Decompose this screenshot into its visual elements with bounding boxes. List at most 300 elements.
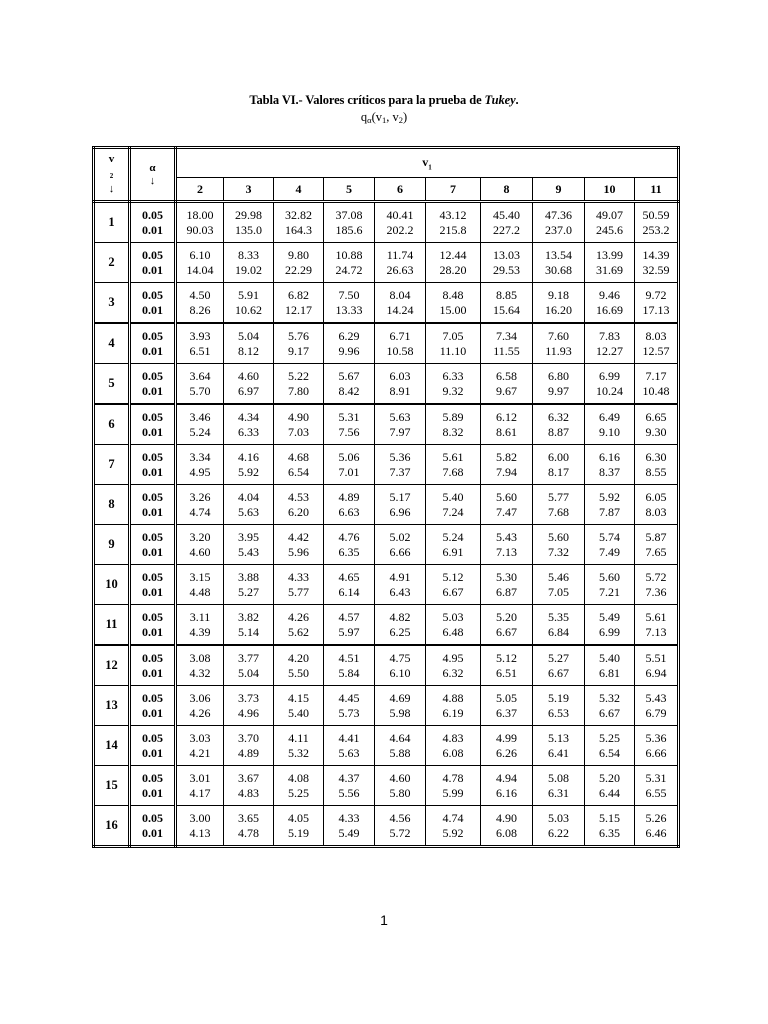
critical-value-cell	[176, 323, 224, 364]
critical-value-cell	[481, 565, 533, 605]
q-005: 5.12	[496, 650, 517, 665]
v2-value: 1	[94, 202, 130, 243]
q-001: 253.2	[642, 222, 670, 237]
q-005: 14.39	[642, 247, 670, 262]
q-001: 8.91	[389, 383, 411, 398]
q-001: 6.16	[496, 785, 517, 800]
q-001: 24.72	[335, 262, 363, 277]
q-005: 4.57	[338, 609, 360, 624]
column-header-v1: 4	[274, 178, 324, 202]
q-001: 9.67	[496, 383, 517, 398]
critical-value-cell	[533, 686, 585, 726]
critical-value-cell	[324, 202, 375, 243]
q-001: 14.24	[386, 302, 414, 317]
critical-value-cell	[274, 565, 324, 605]
q-005: 3.95	[238, 529, 259, 544]
q-005: 6.71	[389, 328, 411, 343]
q-005: 3.82	[238, 609, 259, 624]
q-001: 8.61	[496, 424, 517, 439]
q-001: 8.32	[442, 424, 464, 439]
critical-value-cell	[481, 283, 533, 324]
critical-value-cell	[176, 565, 224, 605]
critical-value-cell	[224, 686, 274, 726]
q-001: 5.49	[338, 825, 360, 840]
q-005: 6.33	[442, 368, 464, 383]
critical-value-cell	[585, 283, 635, 324]
alpha-001: 0.01	[142, 705, 163, 720]
critical-value-cell	[533, 243, 585, 283]
critical-value-cell	[176, 243, 224, 283]
q-001: 6.48	[442, 624, 464, 639]
table-row	[94, 726, 679, 766]
critical-value-cell	[635, 605, 679, 646]
q-001: 4.48	[189, 584, 211, 599]
q-005: 5.61	[645, 609, 667, 624]
q-005: 3.11	[189, 609, 211, 624]
q-005: 5.31	[645, 770, 667, 785]
q-005: 5.36	[645, 730, 667, 745]
alpha-header	[130, 148, 176, 202]
critical-value-cell	[375, 202, 426, 243]
subtitle-close: )	[402, 110, 408, 124]
v2-value: 10	[94, 565, 130, 605]
q-005: 6.10	[189, 247, 211, 262]
critical-value-cell	[426, 243, 481, 283]
q-005: 5.60	[548, 529, 569, 544]
column-header-v1: 3	[224, 178, 274, 202]
q-005: 4.89	[338, 489, 360, 504]
critical-value-cell	[481, 726, 533, 766]
q-005: 18.00	[186, 207, 214, 222]
q-001: 4.39	[189, 624, 211, 639]
q-005: 5.27	[548, 650, 569, 665]
column-header-v1: 2	[176, 178, 224, 202]
q-005: 5.25	[599, 730, 620, 745]
q-005: 43.12	[439, 207, 467, 222]
q-005: 3.65	[238, 810, 259, 825]
q-005: 5.46	[548, 569, 569, 584]
critical-value-cell	[533, 806, 585, 847]
table-row	[94, 766, 679, 806]
critical-value-cell	[176, 283, 224, 324]
critical-value-cell	[481, 645, 533, 686]
q-005: 3.01	[189, 770, 211, 785]
v2-value: 16	[94, 806, 130, 847]
critical-value-cell	[481, 243, 533, 283]
q-005: 4.90	[496, 810, 517, 825]
table-row	[94, 445, 679, 485]
alpha-values	[130, 605, 176, 646]
critical-value-cell	[426, 364, 481, 405]
column-header-v1: 6	[375, 178, 426, 202]
q-005: 5.77	[548, 489, 569, 504]
q-001: 30.68	[545, 262, 572, 277]
q-005: 13.99	[596, 247, 623, 262]
alpha-005: 0.05	[142, 770, 163, 785]
table-row	[94, 323, 679, 364]
critical-value-cell	[585, 686, 635, 726]
q-005: 5.20	[599, 770, 620, 785]
q-001: 5.73	[338, 705, 360, 720]
critical-value-cell	[274, 766, 324, 806]
q-001: 6.87	[496, 584, 517, 599]
q-001: 7.03	[288, 424, 309, 439]
critical-value-cell	[585, 364, 635, 405]
q-001: 9.17	[288, 343, 309, 358]
q-005: 4.20	[288, 650, 309, 665]
q-005: 5.03	[442, 609, 464, 624]
q-005: 6.05	[645, 489, 667, 504]
alpha-001: 0.01	[142, 222, 163, 237]
q-001: 6.35	[338, 544, 360, 559]
alpha-001: 0.01	[142, 504, 163, 519]
q-001: 5.96	[288, 544, 309, 559]
q-001: 10.24	[596, 383, 623, 398]
critical-value-cell	[481, 485, 533, 525]
critical-value-cell	[274, 445, 324, 485]
critical-value-cell	[533, 645, 585, 686]
critical-value-cell	[224, 525, 274, 565]
q-001: 10.62	[235, 302, 262, 317]
q-005: 5.87	[645, 529, 667, 544]
q-005: 8.03	[645, 328, 667, 343]
q-005: 5.32	[599, 690, 620, 705]
critical-value-cell	[585, 726, 635, 766]
critical-value-cell	[585, 806, 635, 847]
v2-value: 7	[94, 445, 130, 485]
critical-value-cell	[274, 404, 324, 445]
v2-value: 14	[94, 726, 130, 766]
q-005: 6.12	[496, 409, 517, 424]
q-001: 12.27	[596, 343, 623, 358]
critical-value-cell	[375, 605, 426, 646]
critical-value-cell	[224, 445, 274, 485]
q-005: 3.03	[189, 730, 211, 745]
critical-value-cell	[375, 726, 426, 766]
q-001: 5.40	[288, 705, 309, 720]
critical-value-cell	[176, 766, 224, 806]
q-005: 5.03	[548, 810, 569, 825]
critical-value-cell	[585, 605, 635, 646]
table-row	[94, 283, 679, 324]
q-001: 4.78	[238, 825, 259, 840]
critical-value-cell	[375, 364, 426, 405]
q-005: 3.70	[238, 730, 259, 745]
critical-value-cell	[481, 364, 533, 405]
critical-value-cell	[224, 485, 274, 525]
q-001: 6.37	[496, 705, 517, 720]
q-001: 5.70	[189, 383, 211, 398]
critical-value-cell	[324, 645, 375, 686]
critical-value-cell	[176, 525, 224, 565]
q-005: 4.41	[338, 730, 360, 745]
q-001: 31.69	[596, 262, 623, 277]
column-header-v1: 9	[533, 178, 585, 202]
q-005: 45.40	[493, 207, 520, 222]
alpha-001: 0.01	[142, 424, 163, 439]
q-001: 19.02	[235, 262, 262, 277]
q-005: 5.43	[645, 690, 667, 705]
critical-value-cell	[176, 645, 224, 686]
critical-value-cell	[375, 485, 426, 525]
critical-value-cell	[533, 202, 585, 243]
q-005: 6.29	[338, 328, 360, 343]
q-001: 9.97	[548, 383, 569, 398]
q-001: 6.67	[496, 624, 517, 639]
q-001: 90.03	[186, 222, 214, 237]
q-005: 5.82	[496, 449, 517, 464]
alpha-005: 0.05	[142, 368, 163, 383]
q-005: 4.33	[338, 810, 360, 825]
q-001: 5.19	[288, 825, 309, 840]
q-005: 5.26	[645, 810, 667, 825]
q-001: 4.32	[189, 665, 211, 680]
critical-value-cell	[533, 485, 585, 525]
critical-value-cell	[426, 323, 481, 364]
q-005: 5.92	[599, 489, 620, 504]
q-005: 5.22	[288, 368, 309, 383]
alpha-values	[130, 404, 176, 445]
alpha-005: 0.05	[142, 449, 163, 464]
critical-value-cell	[274, 364, 324, 405]
q-001: 12.17	[285, 302, 312, 317]
title-italic-text: Tukey	[484, 93, 516, 107]
critical-value-cell	[375, 565, 426, 605]
critical-value-cell	[274, 806, 324, 847]
q-001: 11.93	[545, 343, 572, 358]
q-005: 6.80	[548, 368, 569, 383]
q-005: 5.61	[442, 449, 464, 464]
critical-value-cell	[224, 202, 274, 243]
critical-value-cell	[274, 243, 324, 283]
v2-value: 11	[94, 605, 130, 646]
alpha-005: 0.05	[142, 328, 163, 343]
critical-value-cell	[426, 565, 481, 605]
q-001: 14.04	[186, 262, 214, 277]
critical-value-cell	[426, 525, 481, 565]
column-header-v1: 5	[324, 178, 375, 202]
q-001: 11.55	[493, 343, 520, 358]
q-001: 6.44	[599, 785, 620, 800]
alpha-values	[130, 445, 176, 485]
subtitle-alpha: α	[367, 115, 372, 125]
q-005: 11.74	[386, 247, 414, 262]
table-title	[0, 93, 768, 108]
q-001: 7.56	[338, 424, 360, 439]
alpha-001: 0.01	[142, 745, 163, 760]
q-005: 6.58	[496, 368, 517, 383]
q-001: 32.59	[642, 262, 670, 277]
q-001: 4.74	[189, 504, 211, 519]
alpha-001: 0.01	[142, 825, 163, 840]
q-001: 135.0	[235, 222, 262, 237]
q-001: 5.77	[288, 584, 309, 599]
alpha-001: 0.01	[142, 785, 163, 800]
v2-arrow-icon: ↓	[108, 183, 115, 196]
critical-value-cell	[481, 806, 533, 847]
v1-label: v	[422, 154, 429, 169]
q-001: 9.32	[442, 383, 464, 398]
critical-value-cell	[176, 605, 224, 646]
q-005: 5.20	[496, 609, 517, 624]
v2-sub: 2	[109, 172, 114, 181]
table-row	[94, 243, 679, 283]
q-001: 5.43	[238, 544, 259, 559]
critical-value-cell	[585, 766, 635, 806]
alpha-values	[130, 766, 176, 806]
q-001: 6.94	[645, 665, 667, 680]
alpha-values	[130, 686, 176, 726]
critical-value-cell	[224, 283, 274, 324]
q-001: 6.66	[389, 544, 411, 559]
tukey-critical-values-table	[92, 146, 680, 848]
alpha-values	[130, 323, 176, 364]
q-005: 8.33	[238, 247, 259, 262]
critical-value-cell	[224, 726, 274, 766]
critical-value-cell	[426, 445, 481, 485]
alpha-001: 0.01	[142, 665, 163, 680]
critical-value-cell	[274, 726, 324, 766]
alpha-001: 0.01	[142, 302, 163, 317]
subtitle-sub-2: 2	[398, 115, 403, 125]
title-end: .	[515, 93, 519, 107]
critical-value-cell	[176, 726, 224, 766]
q-005: 4.90	[288, 409, 309, 424]
critical-value-cell	[635, 565, 679, 605]
critical-value-cell	[224, 243, 274, 283]
q-005: 3.08	[189, 650, 211, 665]
v2-value: 5	[94, 364, 130, 405]
critical-value-cell	[533, 283, 585, 324]
q-005: 5.02	[389, 529, 411, 544]
q-005: 4.94	[496, 770, 517, 785]
critical-value-cell	[426, 806, 481, 847]
critical-value-cell	[481, 445, 533, 485]
q-001: 5.04	[238, 665, 259, 680]
q-005: 47.36	[545, 207, 572, 222]
q-001: 5.92	[442, 825, 464, 840]
q-005: 5.31	[338, 409, 360, 424]
q-001: 5.84	[338, 665, 360, 680]
critical-value-cell	[324, 404, 375, 445]
q-001: 4.26	[189, 705, 211, 720]
subtitle-sub-1: 1	[381, 115, 387, 125]
q-001: 5.63	[238, 504, 259, 519]
v2-value: 2	[94, 243, 130, 283]
q-005: 3.00	[189, 810, 211, 825]
q-005: 3.64	[189, 368, 211, 383]
critical-value-cell	[375, 445, 426, 485]
q-001: 8.17	[548, 464, 569, 479]
q-005: 5.05	[496, 690, 517, 705]
alpha-001: 0.01	[142, 544, 163, 559]
q-001: 6.97	[238, 383, 259, 398]
critical-value-cell	[324, 605, 375, 646]
q-001: 5.98	[389, 705, 411, 720]
q-001: 4.60	[189, 544, 211, 559]
q-001: 5.72	[389, 825, 411, 840]
q-005: 5.91	[238, 287, 259, 302]
critical-value-cell	[324, 806, 375, 847]
v2-header	[94, 148, 130, 202]
column-header-v1: 11	[635, 178, 679, 202]
q-001: 6.55	[645, 785, 667, 800]
alpha-values	[130, 565, 176, 605]
q-005: 5.06	[338, 449, 360, 464]
critical-value-cell	[426, 605, 481, 646]
q-001: 7.13	[496, 544, 517, 559]
v2-value: 3	[94, 283, 130, 324]
alpha-values	[130, 283, 176, 324]
q-005: 4.26	[288, 609, 309, 624]
critical-value-cell	[324, 364, 375, 405]
q-001: 6.41	[548, 745, 569, 760]
q-005: 7.05	[442, 328, 464, 343]
q-005: 4.68	[288, 449, 309, 464]
critical-value-cell	[324, 445, 375, 485]
q-001: 8.26	[189, 302, 211, 317]
q-005: 3.88	[238, 569, 259, 584]
q-005: 4.82	[389, 609, 411, 624]
q-005: 4.88	[442, 690, 464, 705]
q-005: 5.60	[496, 489, 517, 504]
critical-value-cell	[224, 605, 274, 646]
critical-value-cell	[176, 202, 224, 243]
q-001: 5.24	[189, 424, 211, 439]
q-001: 8.37	[599, 464, 620, 479]
q-005: 4.04	[238, 489, 259, 504]
q-005: 5.17	[389, 489, 411, 504]
q-001: 7.32	[548, 544, 569, 559]
q-005: 5.72	[645, 569, 667, 584]
alpha-005: 0.05	[142, 247, 163, 262]
q-001: 5.32	[288, 745, 309, 760]
q-001: 5.63	[338, 745, 360, 760]
q-005: 4.42	[288, 529, 309, 544]
critical-value-cell	[635, 645, 679, 686]
column-header-row	[94, 178, 679, 202]
q-001: 5.27	[238, 584, 259, 599]
critical-value-cell	[375, 283, 426, 324]
q-005: 12.44	[439, 247, 467, 262]
q-005: 4.33	[288, 569, 309, 584]
column-header-v1: 10	[585, 178, 635, 202]
q-001: 9.96	[338, 343, 360, 358]
q-001: 6.79	[645, 705, 667, 720]
q-005: 4.83	[442, 730, 464, 745]
alpha-001: 0.01	[142, 584, 163, 599]
critical-value-cell	[426, 766, 481, 806]
alpha-005: 0.05	[142, 489, 163, 504]
critical-value-cell	[635, 404, 679, 445]
critical-value-cell	[533, 766, 585, 806]
q-001: 7.13	[645, 624, 667, 639]
critical-value-cell	[585, 243, 635, 283]
critical-value-cell	[375, 243, 426, 283]
q-005: 3.26	[189, 489, 211, 504]
q-001: 202.2	[386, 222, 414, 237]
q-005: 5.40	[442, 489, 464, 504]
subtitle-open: (v	[371, 110, 382, 124]
q-001: 227.2	[493, 222, 520, 237]
q-001: 8.42	[338, 383, 360, 398]
q-001: 5.56	[338, 785, 360, 800]
alpha-arrow-icon: ↓	[149, 174, 156, 187]
v2-value: 6	[94, 404, 130, 445]
q-005: 3.34	[189, 449, 211, 464]
q-001: 7.01	[338, 464, 360, 479]
q-005: 10.88	[335, 247, 363, 262]
